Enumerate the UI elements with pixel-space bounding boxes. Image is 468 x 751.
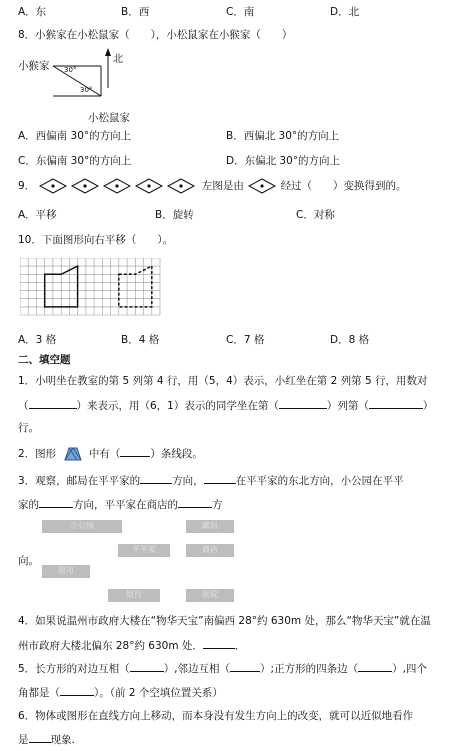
f4-blank[interactable] bbox=[203, 637, 235, 649]
map-box-bank: 银行 bbox=[108, 589, 160, 602]
f5-blank-4[interactable] bbox=[60, 684, 94, 696]
map-box-post-office: 邮局 bbox=[186, 520, 234, 533]
f5-blank-3[interactable] bbox=[358, 660, 392, 672]
q10-option-d[interactable]: D．8 格 bbox=[330, 334, 370, 346]
f2-blank[interactable] bbox=[120, 445, 150, 457]
f3-blank-1[interactable] bbox=[140, 472, 172, 484]
q7-option-b[interactable]: B．西 bbox=[121, 6, 150, 18]
f3-line2 bbox=[18, 496, 223, 512]
f5-text: ）,四个 bbox=[392, 663, 427, 675]
f3-blank-4[interactable] bbox=[178, 496, 212, 508]
q7-option-a[interactable]: A．东 bbox=[18, 6, 47, 18]
q10-stem: 10．下面图形向右平移（ ）。 bbox=[18, 234, 174, 246]
section-title-fill-in: 二、填空题 bbox=[18, 354, 71, 366]
translation-grid bbox=[20, 258, 161, 316]
f3-text: 方 bbox=[212, 499, 223, 511]
f5-text: ）;正方形的四条边（ bbox=[260, 663, 359, 675]
f3-line1 bbox=[18, 472, 404, 488]
f2-line bbox=[18, 445, 203, 462]
q9-stem bbox=[18, 178, 407, 194]
f1-blank-1[interactable] bbox=[29, 397, 77, 409]
f3-text: 家的 bbox=[18, 499, 39, 511]
f6-text: 是 bbox=[18, 734, 29, 746]
f2-text: ）条线段。 bbox=[150, 448, 203, 460]
q10-option-a[interactable]: A．3 格 bbox=[18, 334, 57, 346]
f3-blank-3[interactable] bbox=[39, 496, 73, 508]
squirrel-house-label: 小松鼠家 bbox=[88, 112, 130, 124]
triangle-trapezoid-icon bbox=[60, 446, 86, 462]
f4-text: 州市政府大楼北偏东 28°约 630m 处． bbox=[18, 640, 203, 652]
map-box-shop: 商店 bbox=[186, 544, 234, 557]
q8-option-c[interactable]: C．东偏南 30°的方向上 bbox=[18, 155, 132, 167]
f3-text: 3．观察，邮局在平平家的 bbox=[18, 475, 141, 487]
f1-blank-3[interactable] bbox=[369, 397, 423, 409]
q8-option-d[interactable]: D．东偏北 30°的方向上 bbox=[226, 155, 341, 167]
q8-stem: 8．小猴家在小松鼠家（ ），小松鼠家在小猴家（ ） bbox=[18, 29, 293, 41]
f5-text: 角都是（ bbox=[18, 687, 60, 699]
monkey-house-label: 小猴家 bbox=[18, 60, 50, 72]
map-box-park: 小公园 bbox=[42, 520, 122, 533]
map-box-home: 平平家 bbox=[118, 544, 170, 557]
f1-blank-2[interactable] bbox=[279, 397, 327, 409]
f5-text: 5．长方形的对边互相（ bbox=[18, 663, 130, 675]
f4-line1: 4．如果说温州市政府大楼在“物华天宝”南偏西 28°约 630m 处，那么“物华天宝”就在温 bbox=[18, 615, 431, 627]
diamond-sequence-icon bbox=[39, 178, 199, 194]
f1-line2 bbox=[18, 397, 433, 413]
f4-text: ． bbox=[234, 640, 246, 652]
f3-line3: 向。 bbox=[18, 555, 39, 567]
f5-blank-2[interactable] bbox=[230, 660, 260, 672]
f5-line1 bbox=[18, 660, 427, 676]
f3-blank-2[interactable] bbox=[204, 472, 236, 484]
map-box-hospital: 医院 bbox=[186, 589, 234, 602]
f1-line1: 1．小明坐在教室的第 5 列第 4 行，用（5，4）表示，小红坐在第 2 列第 5 行，用数对 bbox=[18, 375, 428, 387]
f3-text: 在平平家的东北方向，小公园在平平 bbox=[235, 475, 404, 487]
f2-text: 中有（ bbox=[88, 448, 121, 460]
f5-text: ）,邻边互相（ bbox=[163, 663, 231, 675]
q7-option-c[interactable]: C．南 bbox=[226, 6, 255, 18]
f2-text: 2．图形 bbox=[18, 448, 57, 460]
q8-option-b[interactable]: B．西偏北 30°的方向上 bbox=[226, 130, 340, 142]
north-label: 北 bbox=[113, 54, 123, 65]
f5-text: ）。（前 2 个空填位置关系） bbox=[94, 687, 223, 699]
diamond-unit-icon bbox=[247, 178, 277, 194]
q9-option-b[interactable]: B．旋转 bbox=[155, 209, 194, 221]
q8-option-a[interactable]: A．西偏南 30°的方向上 bbox=[18, 130, 132, 142]
f1-line3: 行。 bbox=[18, 422, 39, 434]
q10-option-b[interactable]: B．4 格 bbox=[121, 334, 160, 346]
f6-line1: 6．物体或图形在直线方向上移动，而本身没有发生方向上的改变，就可以近似地看作 bbox=[18, 710, 414, 722]
q9-suffix: 经过（ ）变换得到的。 bbox=[280, 180, 407, 192]
q9-option-a[interactable]: A．平移 bbox=[18, 209, 57, 221]
f3-text: 方向，平平家在商店的 bbox=[73, 499, 178, 511]
f6-text: 现象. bbox=[50, 734, 75, 746]
q9-mid: 左图是由 bbox=[201, 180, 244, 192]
angle-label-bottom: 30° bbox=[80, 86, 93, 94]
f1-text: ）列第（ bbox=[326, 400, 369, 412]
f3-text: 方向， bbox=[172, 475, 204, 487]
q9-option-c[interactable]: C．对称 bbox=[296, 209, 335, 221]
f1-text: （ bbox=[18, 400, 29, 412]
f1-text: ）来表示，用（6，1）表示的同学坐在第（ bbox=[76, 400, 279, 412]
q7-option-d[interactable]: D．北 bbox=[330, 6, 360, 18]
angle-label-top: 30° bbox=[64, 66, 77, 74]
f4-line2 bbox=[18, 637, 245, 653]
f6-line2 bbox=[18, 731, 75, 747]
map-box-supermarket: 超市 bbox=[42, 565, 90, 578]
q9-prefix: 9． bbox=[18, 180, 36, 192]
f5-blank-1[interactable] bbox=[130, 660, 164, 672]
f5-line2 bbox=[18, 684, 223, 700]
f6-blank[interactable] bbox=[29, 731, 51, 743]
q10-option-c[interactable]: C．7 格 bbox=[226, 334, 265, 346]
f1-text: ） bbox=[422, 400, 434, 412]
